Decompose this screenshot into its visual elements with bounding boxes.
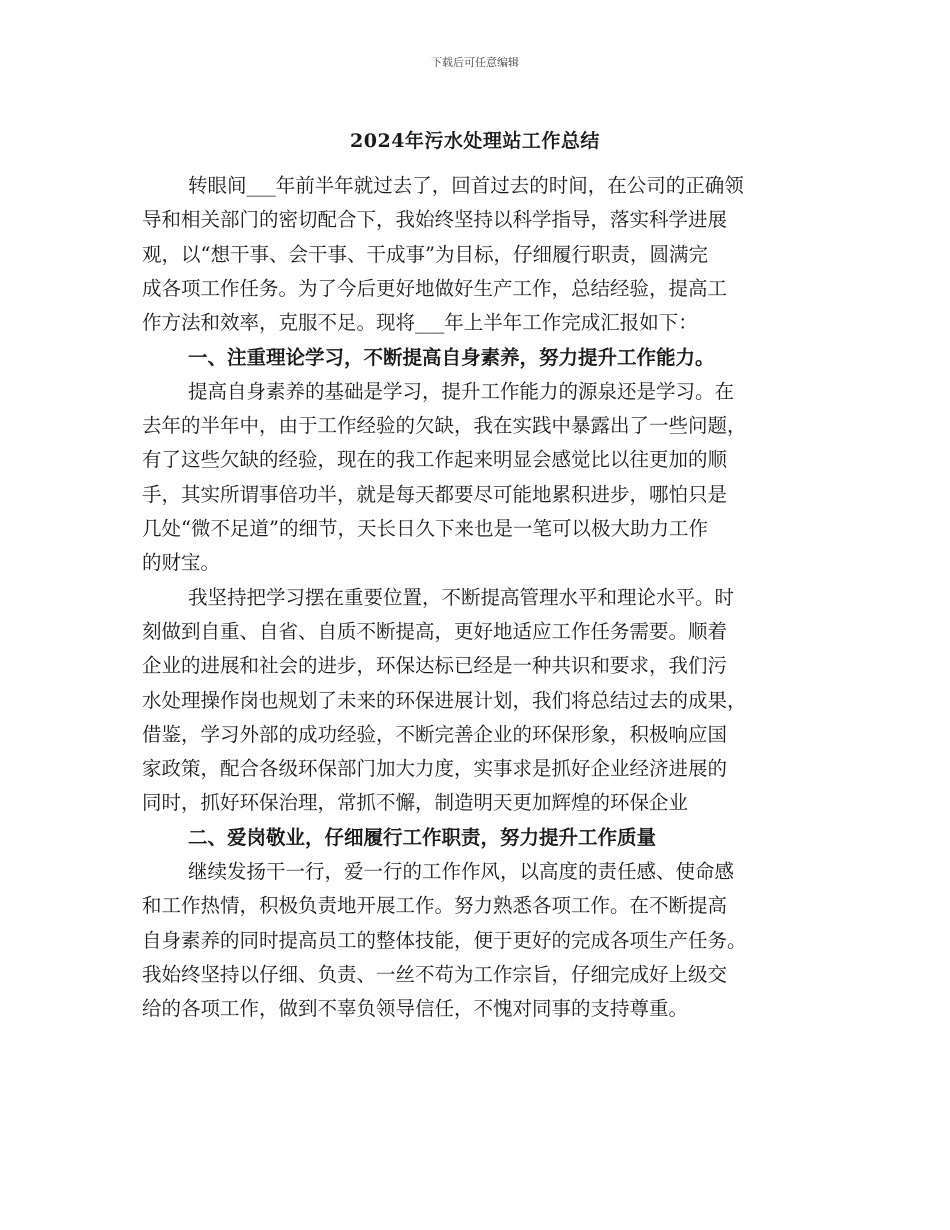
paragraph-line: 的财宝。	[142, 551, 221, 575]
paragraph-line: 同时，抓好环保治理，常抓不懈，制造明天更加辉煌的环保企业	[142, 791, 689, 815]
paragraph-line: 水处理操作岗也规划了未来的环保进展计划，我们将总结过去的成果，	[142, 688, 747, 712]
section-heading: 二、爱岗敬业，仔细履行工作职责，努力提升工作质量	[188, 825, 657, 849]
paragraph-line: 给的各项工作，做到不辜负领导信任，不愧对同事的支持尊重。	[142, 997, 689, 1021]
paragraph-line: 观，以“想干事、会干事、干成事”为目标，仔细履行职责，圆满完	[142, 242, 708, 266]
paragraph-line: 转眼间___年前半年就过去了，回首过去的时间，在公司的正确领	[188, 174, 744, 197]
section-heading: 一、注重理论学习，不断提高自身素养，努力提升工作能力。	[188, 345, 715, 369]
paragraph-line: 成各项工作任务。为了今后更好地做好生产工作，总结经验，提高工	[142, 276, 728, 300]
paragraph-line: 提高自身素养的基础是学习，提升工作能力的源泉还是学习。在	[188, 379, 735, 403]
paragraph-line: 自身素养的同时提高员工的整体技能，便于更好的完成各项生产任务。	[142, 928, 747, 952]
paragraph-line: 几处“微不足道”的细节，天长日久下来也是一笔可以极大助力工作	[142, 517, 708, 540]
paragraph-line: 去年的半年中，由于工作经验的欠缺，我在实践中暴露出了一些问题，	[142, 414, 747, 438]
paragraph-line: 我坚持把学习摆在重要位置，不断提高管理水平和理论水平。时	[188, 585, 735, 609]
paragraph-line: 刻做到自重、自省、自质不断提高，更好地适应工作任务需要。顺着	[142, 619, 728, 643]
paragraph-line: 手，其实所谓事倍功半，就是每天都要尽可能地累积进步，哪怕只是	[142, 482, 728, 506]
paragraph-line: 继续发扬干一行，爱一行的工作作风，以高度的责任感、使命感	[188, 860, 735, 883]
paragraph-line: 导和相关部门的密切配合下，我始终坚持以科学指导，落实科学进展	[142, 208, 728, 232]
paragraph-line: 借鉴，学习外部的成功经验，不断完善企业的环保形象，积极响应国	[142, 722, 728, 746]
document-title: 2024年污水处理站工作总结	[350, 130, 600, 152]
paragraph-line: 企业的进展和社会的进步，环保达标已经是一种共识和要求，我们污	[142, 654, 728, 678]
paragraph-line: 有了这些欠缺的经验，现在的我工作起来明显会感觉比以往更加的顺	[142, 448, 728, 472]
paragraph-line: 我始终坚持以仔细、负责、一丝不苟为工作宗旨，仔细完成好上级交	[142, 962, 728, 986]
paragraph-line: 和工作热情，积极负责地开展工作。努力熟悉各项工作。在不断提高	[142, 894, 728, 918]
paragraph-line: 家政策，配合各级环保部门加大力度，实事求是抓好企业经济进展的	[142, 757, 728, 781]
paragraph-line: 作方法和效率，克服不足。现将___年上半年工作完成汇报如下：	[142, 311, 698, 335]
header-note: 下载后可任意编辑	[431, 56, 519, 69]
